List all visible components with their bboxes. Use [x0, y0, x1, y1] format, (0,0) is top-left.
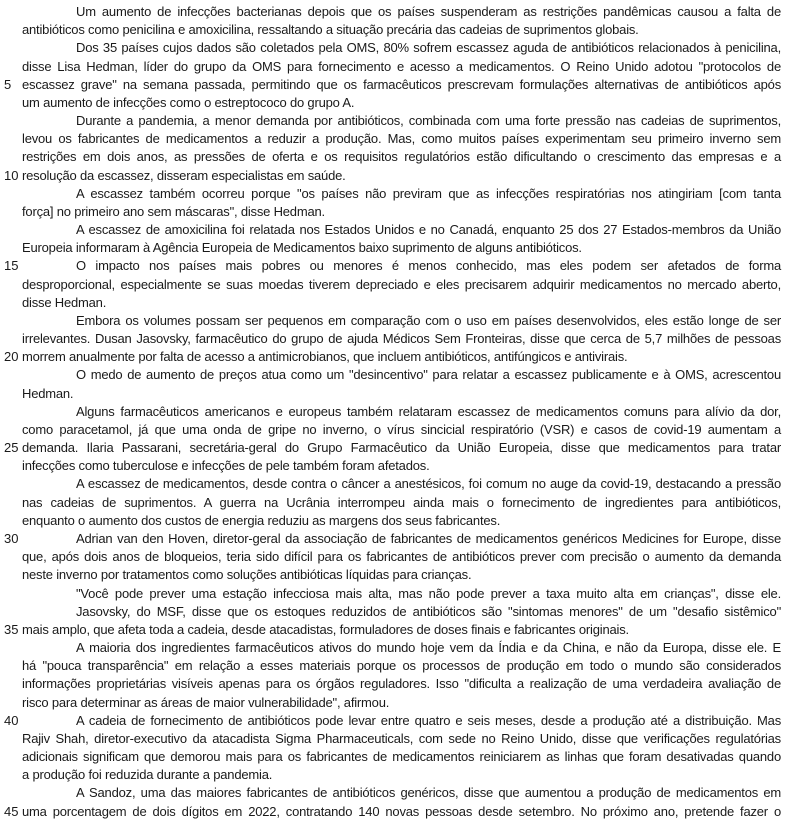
text-line: [4, 803, 781, 821]
text-line: [22, 203, 781, 221]
line-text: "Você pode prever uma estação infecciosa mais alta, mas não pode prever a taxa muito alta em crianças", disse ele.: [76, 585, 781, 601]
line-text: Adrian van den Hoven, diretor-geral da associação de fabricantes de medicamentos genéricos Medicines for Europe, disse: [76, 530, 781, 546]
text-line: [22, 185, 781, 203]
text-line: [22, 657, 781, 675]
line-text: nas cadeias de suprimentos. A guerra na Ucrânia interrompeu ainda mais o fornecimento de ingredientes para antibióticos,: [22, 494, 781, 510]
text-line: [22, 148, 781, 166]
line-number: 20: [4, 349, 19, 365]
text-line: [22, 494, 781, 512]
text-line: [22, 457, 781, 475]
text-line: [22, 221, 781, 239]
text-line: [22, 512, 781, 530]
line-text: levou os fabricantes de medicamentos a reduzir a produção. Mas, como muitos países experimentam seu primeiro inverno sem: [22, 131, 781, 147]
line-number: 40: [4, 712, 19, 728]
line-number: 15: [4, 258, 19, 274]
text-line: [22, 675, 781, 693]
line-text: O impacto nos países mais pobres ou menores é menos conhecido, mas eles podem ser afetados de forma: [76, 258, 781, 274]
line-text: O medo de aumento de preços atua como um "desincentivo" para relatar a escassez publicamente e à OMS, acrescentou: [76, 367, 781, 383]
line-text: A cadeia de fornecimento de antibióticos pode levar entre quatro e seis meses, desde a produção até a distribuição. Mas: [76, 712, 781, 728]
text-line: [22, 748, 781, 766]
line-text: Embora os volumes possam ser pequenos em comparação com o uso em países desenvolvidos, eles estão longe de ser: [76, 312, 781, 328]
line-text: uma porcentagem de dois dígitos em 2022, contratando 140 novas pessoas desde setembro. No próximo ano, pretende fazer o: [22, 803, 781, 819]
text-line: [22, 330, 781, 348]
text-line: [4, 712, 781, 730]
line-text: a produção foi reduzida durante a pandemia.: [22, 767, 273, 783]
line-text: informações proprietárias visíveis apenas para os órgãos reguladores. Isso "dificulta a realização de uma verdadeira avaliação de: [22, 676, 781, 692]
text-line: [22, 385, 781, 403]
text-line: [22, 366, 781, 384]
line-number: 35: [4, 621, 19, 637]
line-text: A maioria dos ingredientes farmacêuticos ativos do mundo hoje vem da Índia e da China, e não da Europa, disse ele. E: [76, 640, 781, 656]
line-text: A Sandoz, uma das maiores fabricantes de antibióticos genéricos, disse que aumentou a produção de medicamentos em: [76, 785, 781, 801]
line-text: disse Lisa Hedman, líder do grupo da OMS para fornecimento e acesso a medicamentos. O Reino Unido adotou "protocolos de: [22, 58, 781, 74]
text-column: [4, 3, 781, 821]
text-line: [22, 694, 781, 712]
text-line: [22, 639, 781, 657]
text-line: [22, 94, 781, 112]
line-text: restrições em dois anos, as pressões de oferta e os requisitos regulatórios estão dificultando o crescimento das empresas e a: [22, 149, 781, 165]
text-line: [22, 112, 781, 130]
line-text: Rajiv Shah, diretor-executivo da atacadista Sigma Pharmaceuticals, com sede no Reino Unido, disse que verificações regulatórias: [22, 730, 781, 746]
line-text: resolução da escassez, disseram especialistas em saúde.: [22, 167, 346, 183]
line-text: mais amplo, que afeta toda a cadeia, desde atacadistas, formuladores de doses finais e fabricantes originais.: [22, 621, 629, 637]
line-text: como paracetamol, já que uma onda de gripe no inverno, o vírus sincicial respiratório (VSR) e casos de covid-19 aumentam a: [22, 421, 781, 437]
line-text: Durante a pandemia, a menor demanda por antibióticos, combinada com uma forte pressão nas cadeias de suprimentos,: [76, 113, 781, 129]
line-text: um aumento de infecções como o estreptococo do grupo A.: [22, 94, 355, 110]
text-line: [22, 730, 781, 748]
text-line: [22, 548, 781, 566]
text-line: [4, 76, 781, 94]
text-line: [22, 403, 781, 421]
text-line: [22, 276, 781, 294]
line-text: irrelevantes. Dusan Jasovsky, farmacêutico do grupo de ajuda Médicos Sem Fronteiras, disse que cerca de 5,7 milhões de pessoas: [22, 331, 781, 347]
text-line: [22, 784, 781, 802]
text-line: [22, 21, 781, 39]
line-number: 25: [4, 440, 19, 456]
line-text: força] no primeiro ano sem máscaras", disse Hedman.: [22, 203, 325, 219]
line-text: disse Hedman.: [22, 294, 107, 310]
line-number: 45: [4, 803, 19, 819]
line-text: antibióticos como penicilina e amoxicilina, ressaltando a situação precária das cadeias de suprimentos globais.: [22, 22, 639, 38]
line-text: risco para determinar as áreas de maior vulnerabilidade", afirmou.: [22, 694, 390, 710]
line-text: que, após dois anos de bloqueios, teria sido difícil para os fabricantes de antibióticos prever com precisão o aumento da demanda: [22, 549, 781, 565]
line-text: desproporcional, especialmente se suas moedas tiverem depreciado e eles precisarem adquirir medicamentos no mercado aberto,: [22, 276, 781, 292]
line-text: Jasovsky, do MSF, disse que os estoques reduzidos de antibióticos são "sintomas menores" de um "desafio sistêmico": [76, 603, 781, 619]
text-line: [22, 294, 781, 312]
text-line: [22, 421, 781, 439]
text-line: [22, 566, 781, 584]
text-line: [4, 348, 781, 366]
line-text: neste inverno por tratamentos como soluções antibióticas líquidas para crianças.: [22, 567, 472, 583]
line-text: Um aumento de infecções bacterianas depois que os países suspenderam as restrições pandêmicas causou a falta de: [76, 4, 781, 19]
text-line: [22, 585, 781, 603]
text-line: [4, 621, 781, 639]
text-line: [22, 39, 781, 57]
line-text: demanda. Ilaria Passarani, secretária-geral do Grupo Farmacêutico da União Europeia, disse que medicamentos para tratar: [22, 440, 781, 456]
text-line: [22, 58, 781, 76]
line-text: enquanto o aumento dos custos de energia reduziu as margens dos seus fabricantes.: [22, 512, 501, 528]
text-line: [22, 3, 781, 21]
text-line: [4, 167, 781, 185]
line-text: morrem anualmente por falta de acesso a antimicrobianos, que incluem antibióticos, antifúngicos e antivirais.: [22, 349, 628, 365]
text-line: [4, 530, 781, 548]
line-text: há "pouca transparência" em relação a esses materiais porque os processos de produção em todo o mundo são considerados: [22, 658, 781, 674]
text-line: [22, 312, 781, 330]
text-line: [4, 257, 781, 275]
line-text: Dos 35 países cujos dados são coletados pela OMS, 80% sofrem escassez aguda de antibióticos relacionados à penicilina,: [76, 40, 781, 56]
line-text: Europeia informaram à Agência Europeia de Medicamentos baixo suprimento de alguns antibióticos.: [22, 240, 582, 256]
line-text: Alguns farmacêuticos americanos e europeus também relataram escassez de medicamentos comuns para alívio da dor,: [76, 403, 781, 419]
line-number: 5: [4, 76, 12, 92]
text-line: [22, 130, 781, 148]
line-text: infecções como tuberculose e infecções de pele também foram afetados.: [22, 458, 430, 474]
text-line: [22, 766, 781, 784]
line-number: 30: [4, 530, 19, 546]
text-line: [22, 475, 781, 493]
line-text: escassez grave" na semana passada, permitindo que os farmacêuticos prescrevam formulações alternativas de antibióticos após: [22, 76, 781, 92]
line-number: 10: [4, 167, 19, 183]
line-text: A escassez de medicamentos, desde contra o câncer a anestésicos, foi comum no auge da covid-19, destacando a pressão: [76, 476, 781, 492]
text-line: [22, 603, 781, 621]
line-text: A escassez de amoxicilina foi relatada nos Estados Unidos e no Canadá, enquanto 25 dos 27 Estados-membros da União: [76, 222, 781, 238]
text-line: [4, 439, 781, 457]
line-text: Hedman.: [22, 385, 74, 401]
text-line: [22, 239, 781, 257]
line-text: A escassez também ocorreu porque "os países não previram que as infecções respiratórias nos atingiriam [com tanta: [76, 185, 781, 201]
line-text: adicionais significam que demorou mais para os fabricantes de medicamentos reiniciarem as linhas que foram desativadas quando: [22, 749, 781, 765]
